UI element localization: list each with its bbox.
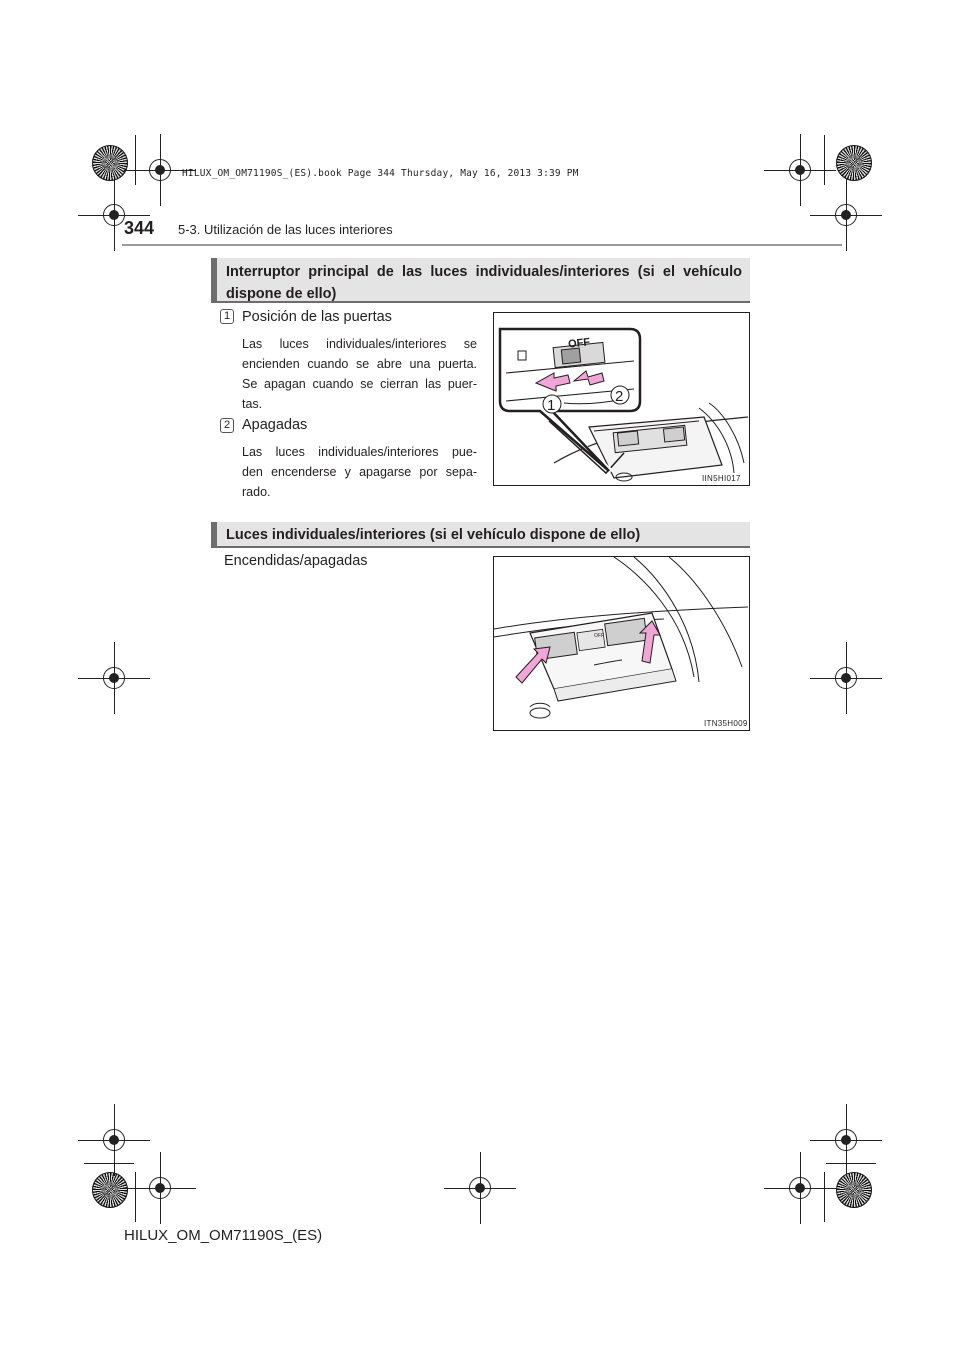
page-number: 344 [124, 218, 155, 238]
off-label: OFF [567, 336, 591, 351]
item-description [242, 442, 477, 502]
text-line: encienden cuando se abre una puerta. [242, 357, 477, 371]
item-title-off: Apagadas [242, 417, 308, 433]
trim-mark [84, 1163, 134, 1164]
book-info-line: HILUX_OM_OM71190S_(ES).book Page 344 Thursday, May 16, 2013 3:39 PM [182, 168, 579, 179]
registration-mark-icon [92, 1172, 128, 1208]
callout-1: 1 [547, 397, 556, 414]
item-description [242, 334, 477, 414]
item-number-badge: 1 [220, 309, 234, 324]
text-line: den encenderse y apagarse por sepa- [242, 465, 477, 479]
header-rule [122, 244, 842, 246]
text-line: rado. [242, 485, 271, 499]
item-title-door-position: Posición de las puertas [242, 309, 392, 325]
overhead-lights-illustration [494, 557, 748, 729]
on-off-text: Encendidas/apagadas [224, 553, 368, 569]
overhead-console-illustration [494, 313, 748, 484]
trim-mark [824, 135, 825, 185]
callout-2: 2 [615, 388, 624, 405]
figure-individual-lights [493, 556, 750, 731]
figure-code: IIN5HI017 [702, 474, 741, 483]
footer-document-code: HILUX_OM_OM71190S_(ES) [124, 1227, 323, 1244]
section-heading-main-switch [211, 258, 750, 303]
section-heading-line: Luces individuales/interiores (si el vehículo dispone de ello) [226, 527, 641, 543]
off-label: OFF [594, 633, 604, 639]
text-line: Las luces individuales/interiores se [242, 337, 477, 351]
text-line: tas. [242, 397, 263, 411]
trim-mark [135, 1172, 136, 1222]
section-heading-individual-lights [211, 522, 750, 548]
trim-mark [824, 1172, 825, 1222]
section-heading-line: Interruptor principal de las luces individuales/interiores (si el vehículo [226, 264, 742, 280]
text-line: Las luces individuales/interiores pue- [242, 445, 477, 459]
trim-mark [826, 1163, 876, 1164]
registration-mark-icon [836, 145, 872, 181]
item-number-badge: 2 [220, 418, 234, 433]
chapter-title: 5-3. Utilización de las luces interiores [178, 222, 393, 237]
figure-code: ITN35H009 [704, 719, 748, 728]
trim-mark [135, 135, 136, 185]
section-heading-line: dispone de ello) [226, 286, 337, 302]
figure-main-switch [493, 312, 750, 486]
text-line: Se apagan cuando se cierran las puer- [242, 377, 477, 391]
registration-mark-icon [92, 145, 128, 181]
registration-mark-icon [836, 1172, 872, 1208]
